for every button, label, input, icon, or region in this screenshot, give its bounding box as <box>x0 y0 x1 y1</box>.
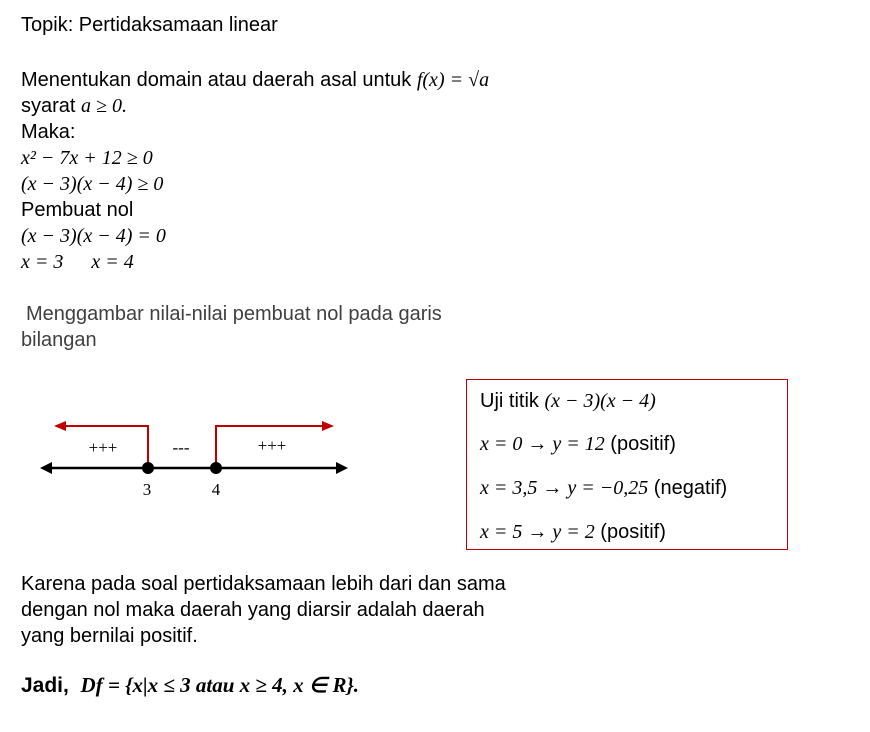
intro-text: Menentukan domain atau daerah asal untuk <box>21 69 417 91</box>
uji-title-math: (x − 3)(x − 4) <box>544 390 656 412</box>
point-3-label: 3 <box>142 480 152 499</box>
intro-line <box>21 67 489 93</box>
maka-label: Maka: <box>21 121 76 143</box>
zero-equation: (x − 3)(x − 4) = 0 <box>21 225 166 247</box>
final-prefix: Jadi, <box>21 674 81 697</box>
uji-row-2-math: x = 3,5 → y = −0,25 <box>480 477 649 499</box>
roots-line <box>21 249 134 275</box>
domain-set: Df = {x|x ≤ 3 atau x ≥ 4, x ∈ R}. <box>80 673 360 697</box>
root-2: x = 4 <box>91 251 134 273</box>
point-3-dot <box>142 462 154 474</box>
uji-row-3-label: (positif) <box>594 521 666 543</box>
topic-heading: Topik: Pertidaksamaan linear <box>21 14 278 36</box>
condition-math: a ≥ 0. <box>81 95 128 117</box>
point-4-dot <box>210 462 222 474</box>
sign-middle: --- <box>172 438 190 457</box>
point-4-label: 4 <box>211 480 221 499</box>
condition-text: syarat <box>21 95 82 117</box>
uji-title-text: Uji titik <box>480 390 545 412</box>
uji-title <box>480 388 656 414</box>
condition-line <box>21 93 127 119</box>
final-answer <box>21 672 359 699</box>
conclusion-line2: dengan nol maka daerah yang diarsir adalah daerah <box>21 599 485 621</box>
uji-row-2-label: (negatif) <box>648 477 728 499</box>
number-line-diagram <box>0 410 360 500</box>
right-region-arrow-icon <box>322 421 334 431</box>
sign-right: +++ <box>257 436 287 455</box>
function-formula: f(x) = √a <box>416 69 490 91</box>
left-region-arrow-icon <box>54 421 66 431</box>
axis-right-arrow-icon <box>336 462 348 474</box>
axis-left-arrow-icon <box>40 462 52 474</box>
uji-row-1-label: (positif) <box>604 433 676 455</box>
draw-instruction-line2: bilangan <box>21 329 97 351</box>
root-1: x = 3 <box>21 251 64 273</box>
draw-instruction-line1: Menggambar nilai-nilai pembuat nol pada garis <box>26 303 442 325</box>
uji-row-3 <box>480 519 666 545</box>
uji-row-1-math: x = 0 → y = 12 <box>480 433 605 455</box>
uji-row-2 <box>480 475 727 501</box>
uji-titik-box <box>466 379 788 550</box>
conclusion-line1: Karena pada soal pertidaksamaan lebih dari dan sama <box>21 573 506 595</box>
sign-left: +++ <box>88 438 118 457</box>
inequality-expanded: x² − 7x + 12 ≥ 0 <box>21 147 153 169</box>
pembuat-nol-label: Pembuat nol <box>21 199 134 221</box>
conclusion-line3: yang bernilai positif. <box>21 625 198 647</box>
uji-row-3-math: x = 5 → y = 2 <box>480 521 595 543</box>
inequality-factored: (x − 3)(x − 4) ≥ 0 <box>21 173 164 195</box>
uji-row-1 <box>480 431 676 457</box>
